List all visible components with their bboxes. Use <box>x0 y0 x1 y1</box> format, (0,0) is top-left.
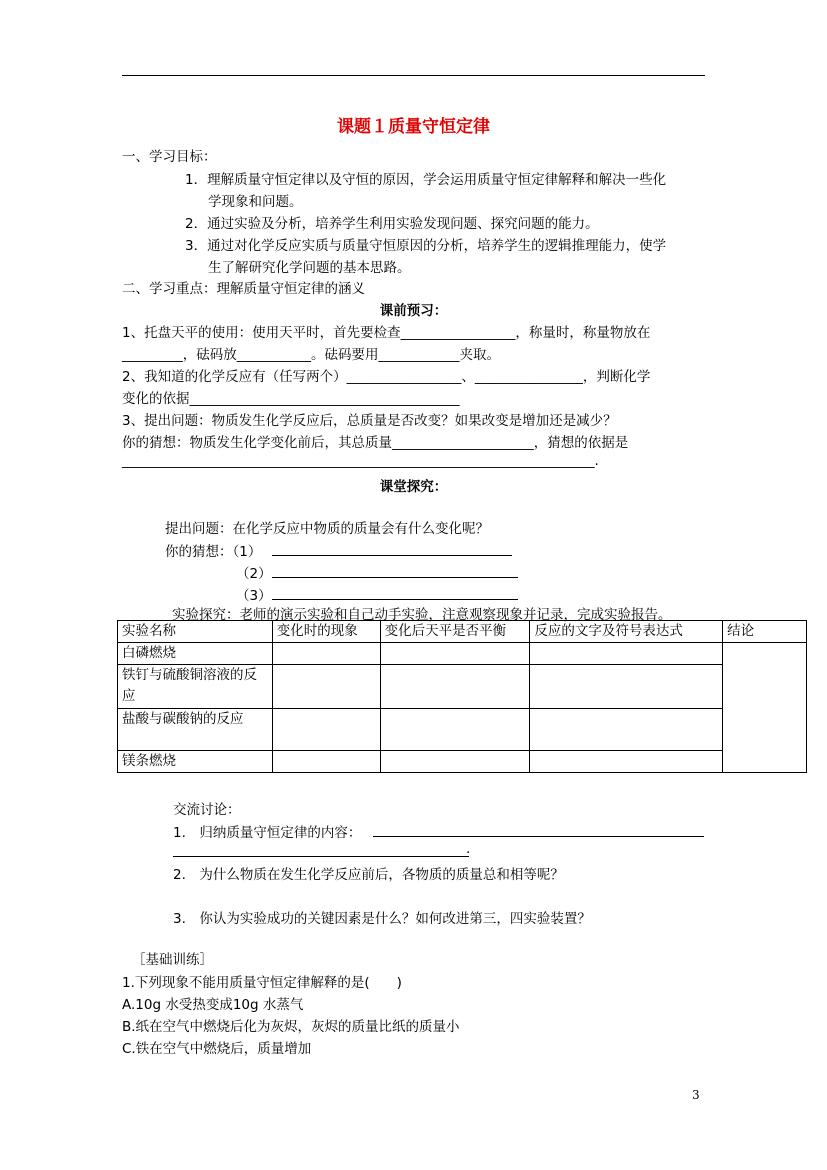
guess-line-2[interactable] <box>272 577 518 578</box>
table-cell[interactable] <box>272 643 380 665</box>
goal-1a: 1．理解质量守恒定律以及守恒的原因，学会运用质量守恒定律解释和解决一些化 <box>185 172 667 188</box>
table-row <box>118 751 807 773</box>
explore-heading: 课堂探究： <box>379 479 448 495</box>
table-cell-name: 盐酸与碳酸钠的反应 <box>118 709 273 751</box>
table-cell[interactable] <box>380 709 530 751</box>
discussion-q3: 3. 你认为实验成功的关键因素是什么？如何改进第三，四实验装置？ <box>173 911 591 927</box>
preview-q2b: 变化的依据________________________________________ <box>122 391 460 407</box>
training-option-c: C.铁在空气中燃烧后，质量增加 <box>122 1041 312 1057</box>
table-row <box>118 709 807 751</box>
table-cell-name: 镁条燃烧 <box>118 751 273 773</box>
preview-q3b: 你的猜想：物质发生化学变化前后，其总质量_____________________，猜想的依据是 <box>122 435 629 451</box>
guess-label-3: （3） <box>236 588 272 604</box>
guess-label-1: 你的猜想：（1） <box>165 544 262 560</box>
table-cell[interactable] <box>272 751 380 773</box>
answer-line-2[interactable] <box>173 856 469 857</box>
table-cell[interactable] <box>272 665 380 709</box>
table-header: 实验名称 <box>118 621 273 643</box>
table-header: 反应的文字及符号表达式 <box>530 621 723 643</box>
table-cell[interactable] <box>530 665 723 709</box>
section2-heading: 二、学习重点：理解质量守恒定律的涵义 <box>122 281 365 297</box>
guess-line-3[interactable] <box>272 599 518 600</box>
discussion-q1-end: . <box>466 841 471 857</box>
guess-label-2: （2） <box>236 566 272 582</box>
goal-3b: 生了解研究化学问题的基本思路。 <box>208 260 411 276</box>
goal-2: 2．通过实验及分析，培养学生利用实验发现问题、探究问题的能力。 <box>185 216 599 232</box>
table-cell[interactable] <box>380 665 530 709</box>
table-cell[interactable] <box>380 751 530 773</box>
explore-question: 提出问题：在化学反应中物质的质量会有什么变化呢？ <box>165 521 489 537</box>
discussion-heading: 交流讨论： <box>173 802 241 818</box>
table-cell[interactable] <box>530 709 723 751</box>
table-cell[interactable] <box>530 643 723 665</box>
table-cell[interactable] <box>530 751 723 773</box>
table-cell-conclusion[interactable] <box>723 643 807 773</box>
table-header: 变化时的现象 <box>272 621 380 643</box>
table-cell[interactable] <box>272 709 380 751</box>
guess-line-1[interactable] <box>272 555 512 556</box>
preview-q3a: 3、提出问题：物质发生化学反应后，总质量是否改变？如果改变是增加还是减少？ <box>122 413 617 429</box>
table-cell-name: 铁钉与硫酸铜溶液的反应 <box>118 665 273 709</box>
answer-line-1[interactable] <box>373 836 704 837</box>
preview-q3c: ______________________________________________________________________. <box>122 453 599 469</box>
page-title: 课题１质量守恒定律 <box>337 117 490 137</box>
page-number: 3 <box>692 1088 700 1102</box>
preview-heading: 课前预习： <box>379 303 448 319</box>
explore-instruction: 实验探究：老师的演示实验和自己动手实验，注意观察现象并记录，完成实验报告。 <box>172 607 672 623</box>
table-row <box>118 643 807 665</box>
discussion-q1: 1. 归纳质量守恒定律的内容： <box>173 825 362 841</box>
preview-q1a: 1、托盘天平的使用：使用天平时，首先要检查_________________，称量时，称量物放在 <box>122 325 651 341</box>
goal-3a: 3．通过对化学反应实质与质量守恒原因的分析，培养学生的逻辑推理能力，使学 <box>185 238 667 254</box>
goal-1b: 学现象和问题。 <box>208 194 303 210</box>
training-option-a: A.10g 水受热变成10g 水蒸气 <box>122 997 304 1013</box>
training-q1: 1.下列现象不能用质量守恒定律解释的是( ) <box>122 975 402 991</box>
header-rule <box>122 75 705 76</box>
preview-q1b: _________，砝码放___________。砝码要用____________夹取。 <box>122 347 500 363</box>
table-header: 变化后天平是否平衡 <box>380 621 530 643</box>
experiment-table <box>117 620 807 773</box>
training-heading: ［基础训练］ <box>132 952 213 968</box>
table-header: 结论 <box>723 621 807 643</box>
section1-heading: 一、学习目标： <box>122 149 217 165</box>
table-cell-name: 白磷燃烧 <box>118 643 273 665</box>
table-row <box>118 665 807 709</box>
training-option-b: B.纸在空气中燃烧后化为灰烬，灰烬的质量比纸的质量小 <box>122 1019 460 1035</box>
table-cell[interactable] <box>380 643 530 665</box>
table-header-row <box>118 621 807 643</box>
discussion-q2: 2. 为什么物质在发生化学反应前后，各物质的质量总和相等呢？ <box>173 867 564 883</box>
preview-q2a: 2、我知道的化学反应有（任写两个）_________________、________________，判断化学 <box>122 369 651 385</box>
